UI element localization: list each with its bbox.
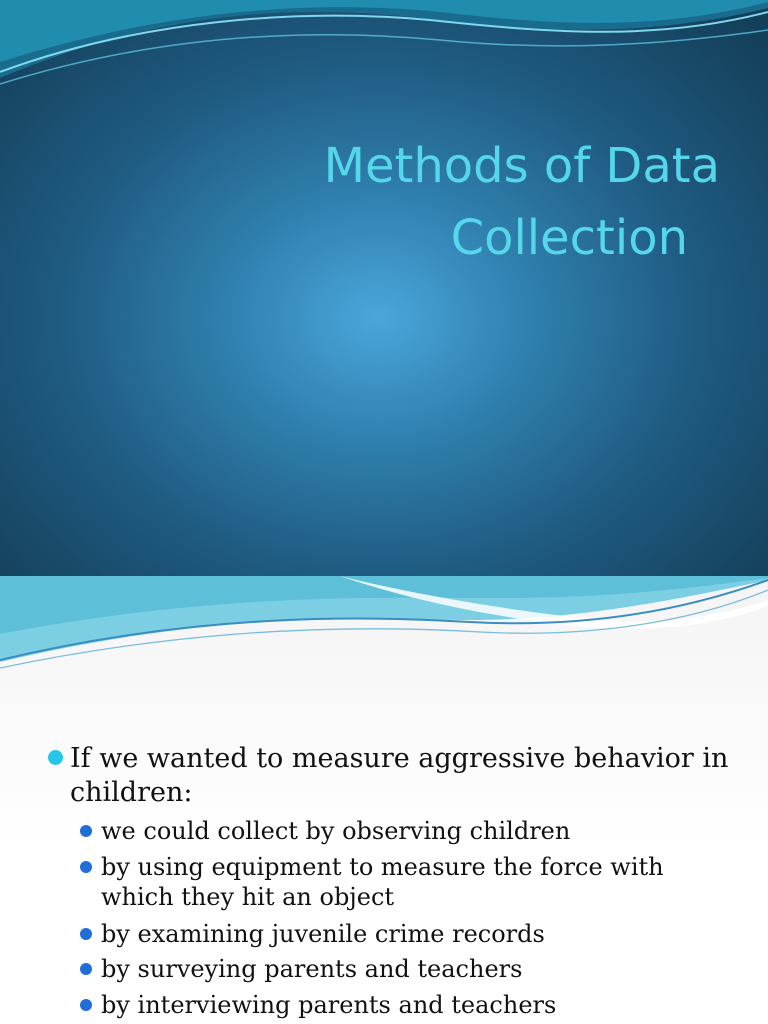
slide-title	[250, 130, 720, 274]
content-slide	[0, 576, 768, 1024]
sub-bullet-dot-icon	[80, 861, 92, 873]
sub-bullet-dot-icon	[80, 928, 92, 940]
sub-bullet-text: by examining juvenile crime records	[101, 920, 545, 948]
bullet-dot-icon	[48, 750, 63, 765]
sub-bullet-text: we could collect by observing children	[101, 817, 571, 845]
top-wave-decoration	[0, 0, 768, 120]
sub-bullet-item	[101, 919, 741, 949]
sub-bullet-item	[101, 954, 741, 984]
sub-bullet-text: by interviewing parents and teachers	[101, 991, 557, 1019]
bullet-text: If we wanted to measure aggressive behavior in children:	[70, 743, 729, 808]
title-line-2: Collection	[450, 210, 688, 266]
sub-bullet-dot-icon	[80, 963, 92, 975]
sub-bullet-text: by surveying parents and teachers	[101, 955, 523, 983]
sub-bullet-item	[101, 852, 741, 912]
sub-bullet-item	[101, 990, 741, 1020]
top-wave-decoration	[0, 576, 768, 676]
sub-bullet-dot-icon	[80, 825, 92, 837]
sub-bullet-text: by using equipment to measure the force with which they hit an object	[101, 853, 664, 911]
sub-bullet-dot-icon	[80, 999, 92, 1011]
sub-bullet-item	[101, 816, 741, 846]
bullet-item	[70, 742, 750, 810]
title-line-1: Methods of Data	[323, 138, 720, 194]
